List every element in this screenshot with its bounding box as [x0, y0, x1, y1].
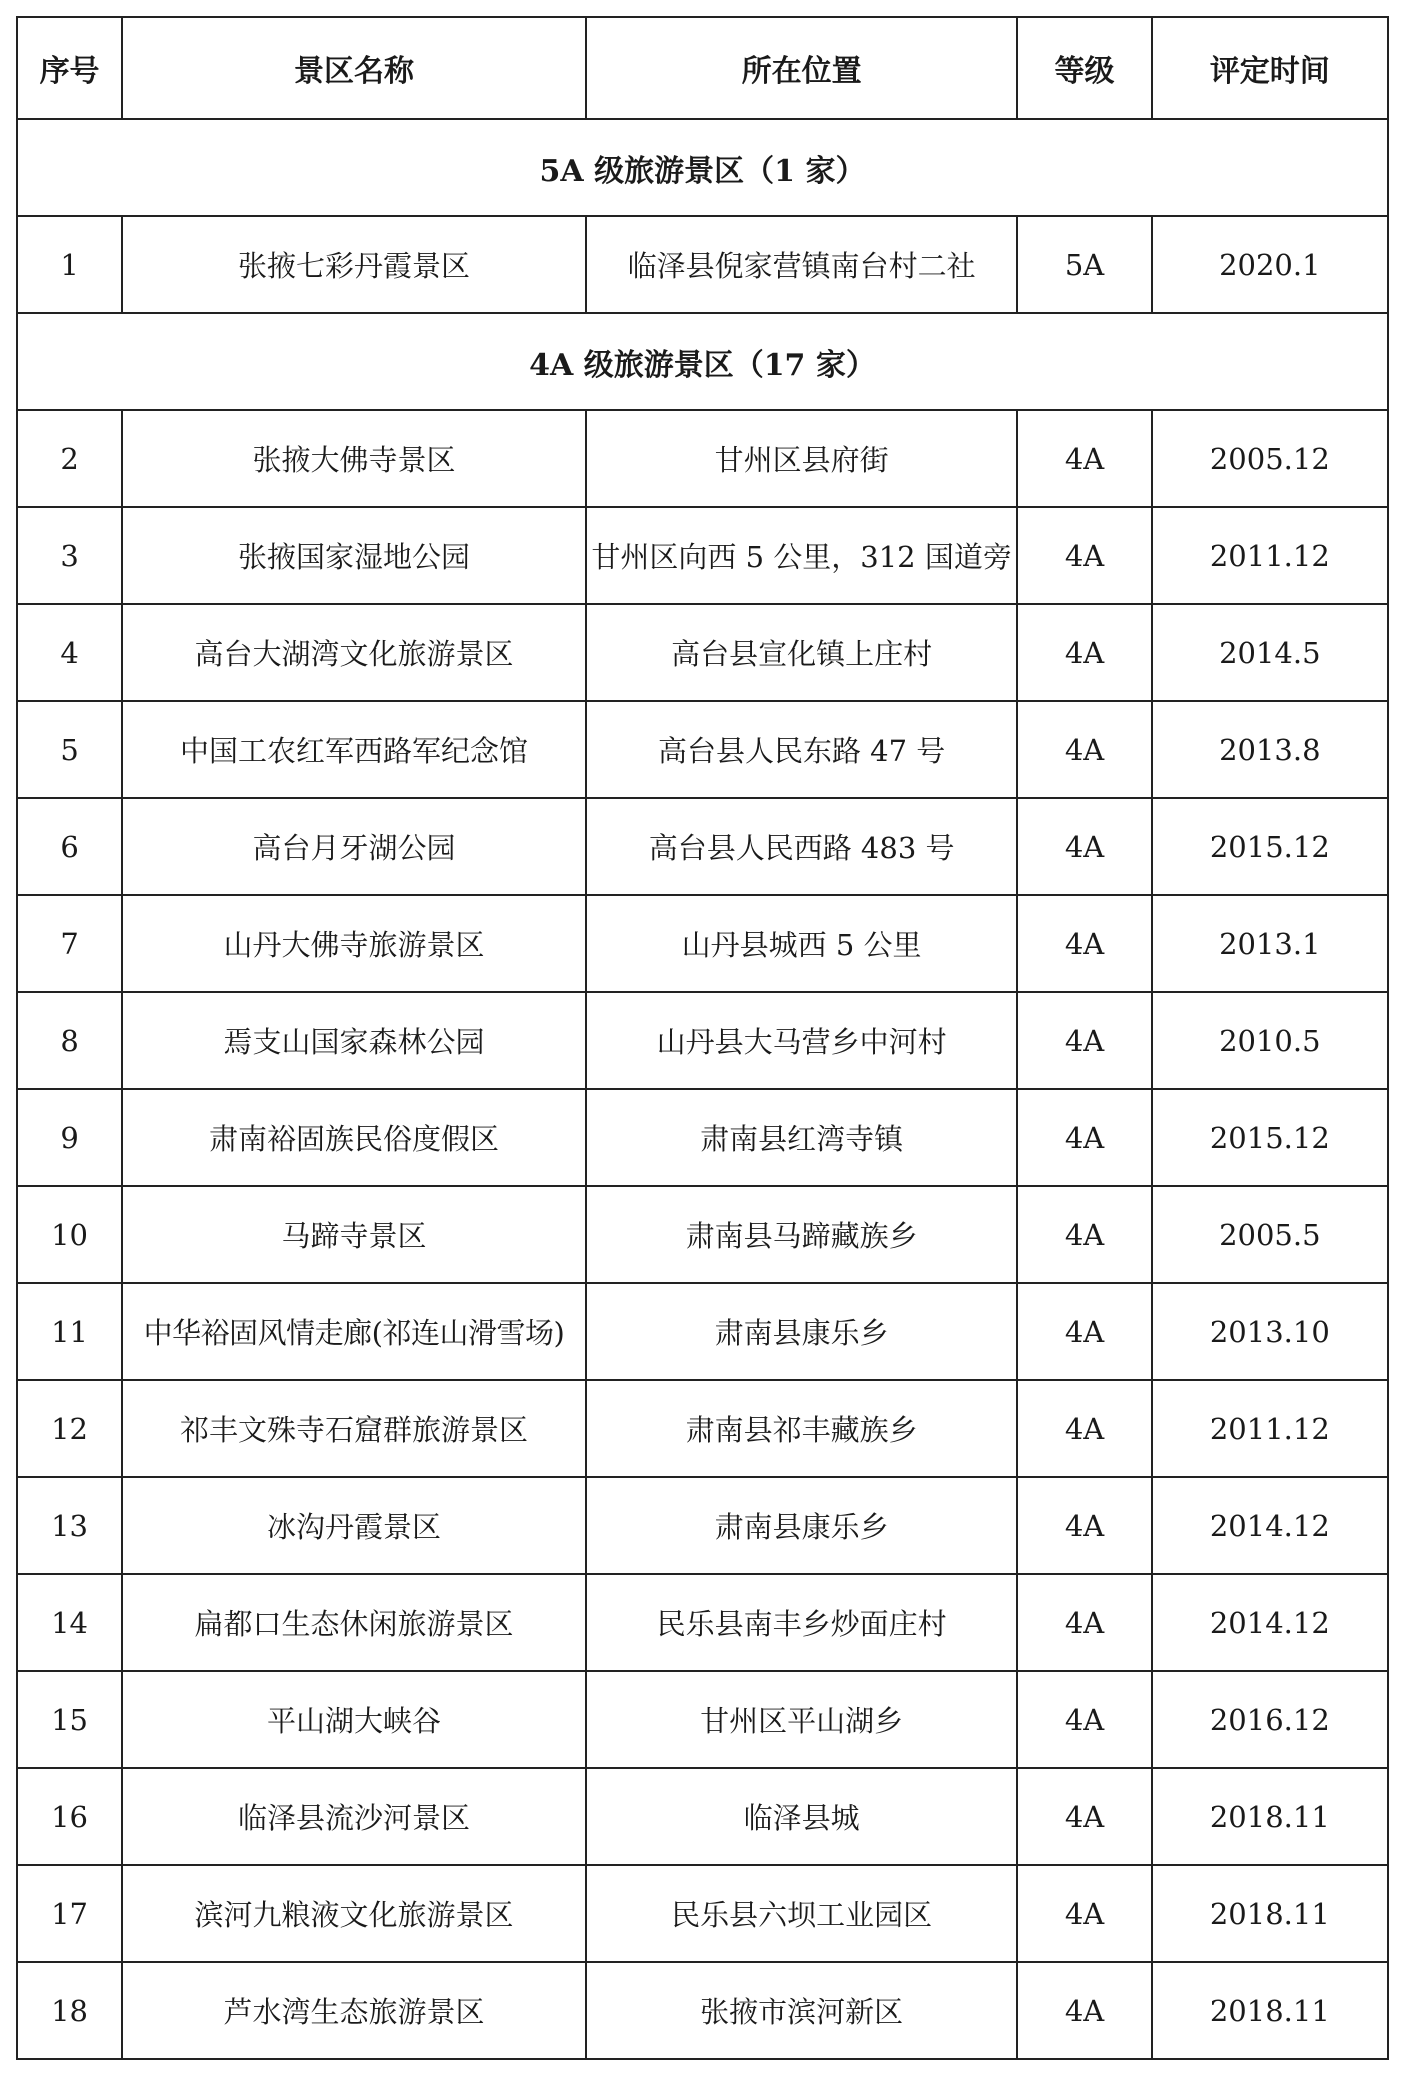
cell-no: 5 — [17, 701, 122, 798]
table-row — [17, 1186, 1388, 1283]
cell-no: 2 — [17, 410, 122, 507]
cell-no: 3 — [17, 507, 122, 604]
cell-no: 6 — [17, 798, 122, 895]
cell-grade: 4A — [1017, 1380, 1151, 1477]
table-row — [17, 1865, 1388, 1962]
cell-date: 2013.1 — [1152, 895, 1388, 992]
cell-date: 2015.12 — [1152, 798, 1388, 895]
cell-no: 15 — [17, 1671, 122, 1768]
cell-name: 高台月牙湖公园 — [122, 798, 586, 895]
cell-location: 甘州区县府街 — [586, 410, 1018, 507]
cell-no: 12 — [17, 1380, 122, 1477]
cell-date: 2016.12 — [1152, 1671, 1388, 1768]
section-title: 4A 级旅游景区（17 家） — [17, 313, 1388, 410]
cell-date: 2018.11 — [1152, 1768, 1388, 1865]
table-row — [17, 1574, 1388, 1671]
cell-location: 山丹县大马营乡中河村 — [586, 992, 1018, 1089]
cell-location: 高台县人民东路 47 号 — [586, 701, 1018, 798]
cell-no: 4 — [17, 604, 122, 701]
cell-date: 2015.12 — [1152, 1089, 1388, 1186]
section-row — [17, 119, 1388, 216]
cell-name: 焉支山国家森林公园 — [122, 992, 586, 1089]
cell-grade: 4A — [1017, 1089, 1151, 1186]
cell-grade: 4A — [1017, 1962, 1151, 2059]
cell-no: 17 — [17, 1865, 122, 1962]
header-name: 景区名称 — [122, 17, 586, 119]
cell-location: 甘州区平山湖乡 — [586, 1671, 1018, 1768]
cell-grade: 4A — [1017, 701, 1151, 798]
cell-name: 平山湖大峡谷 — [122, 1671, 586, 1768]
cell-location: 甘州区向西 5 公里，312 国道旁 — [586, 507, 1018, 604]
cell-date: 2011.12 — [1152, 507, 1388, 604]
header-no: 序号 — [17, 17, 122, 119]
table-row — [17, 992, 1388, 1089]
cell-grade: 4A — [1017, 798, 1151, 895]
cell-date: 2005.5 — [1152, 1186, 1388, 1283]
cell-name: 山丹大佛寺旅游景区 — [122, 895, 586, 992]
cell-date: 2010.5 — [1152, 992, 1388, 1089]
cell-no: 18 — [17, 1962, 122, 2059]
cell-location: 肃南县红湾寺镇 — [586, 1089, 1018, 1186]
table-row — [17, 1477, 1388, 1574]
cell-name: 肃南裕固族民俗度假区 — [122, 1089, 586, 1186]
cell-location: 临泽县倪家营镇南台村二社 — [586, 216, 1018, 313]
table-row — [17, 895, 1388, 992]
cell-date: 2011.12 — [1152, 1380, 1388, 1477]
table-row — [17, 798, 1388, 895]
cell-no: 1 — [17, 216, 122, 313]
cell-date: 2018.11 — [1152, 1865, 1388, 1962]
table-row — [17, 1089, 1388, 1186]
cell-name: 中国工农红军西路军纪念馆 — [122, 701, 586, 798]
header-date: 评定时间 — [1152, 17, 1388, 119]
cell-no: 10 — [17, 1186, 122, 1283]
table-row — [17, 604, 1388, 701]
cell-date: 2013.8 — [1152, 701, 1388, 798]
cell-date: 2014.12 — [1152, 1574, 1388, 1671]
cell-no: 7 — [17, 895, 122, 992]
cell-name: 张掖大佛寺景区 — [122, 410, 586, 507]
cell-location: 肃南县康乐乡 — [586, 1283, 1018, 1380]
table-body — [17, 119, 1388, 2059]
cell-no: 9 — [17, 1089, 122, 1186]
cell-name: 祁丰文殊寺石窟群旅游景区 — [122, 1380, 586, 1477]
section-row — [17, 313, 1388, 410]
table-row — [17, 1380, 1388, 1477]
cell-no: 16 — [17, 1768, 122, 1865]
cell-name: 冰沟丹霞景区 — [122, 1477, 586, 1574]
cell-date: 2005.12 — [1152, 410, 1388, 507]
cell-grade: 4A — [1017, 507, 1151, 604]
table-row — [17, 1283, 1388, 1380]
cell-location: 肃南县康乐乡 — [586, 1477, 1018, 1574]
cell-name: 芦水湾生态旅游景区 — [122, 1962, 586, 2059]
cell-date: 2014.5 — [1152, 604, 1388, 701]
cell-grade: 4A — [1017, 1574, 1151, 1671]
header-row — [17, 17, 1388, 119]
cell-location: 民乐县南丰乡炒面庄村 — [586, 1574, 1018, 1671]
cell-no: 13 — [17, 1477, 122, 1574]
cell-date: 2018.11 — [1152, 1962, 1388, 2059]
cell-grade: 4A — [1017, 1283, 1151, 1380]
cell-no: 14 — [17, 1574, 122, 1671]
cell-grade: 4A — [1017, 992, 1151, 1089]
cell-grade: 4A — [1017, 1477, 1151, 1574]
cell-grade: 4A — [1017, 895, 1151, 992]
scenic-area-table — [16, 16, 1389, 2060]
cell-grade: 4A — [1017, 1768, 1151, 1865]
cell-grade: 4A — [1017, 604, 1151, 701]
table-row — [17, 1962, 1388, 2059]
cell-grade: 4A — [1017, 1865, 1151, 1962]
cell-no: 11 — [17, 1283, 122, 1380]
cell-location: 肃南县祁丰藏族乡 — [586, 1380, 1018, 1477]
cell-location: 肃南县马蹄藏族乡 — [586, 1186, 1018, 1283]
cell-location: 张掖市滨河新区 — [586, 1962, 1018, 2059]
header-location: 所在位置 — [586, 17, 1018, 119]
cell-name: 张掖七彩丹霞景区 — [122, 216, 586, 313]
cell-name: 张掖国家湿地公园 — [122, 507, 586, 604]
cell-location: 山丹县城西 5 公里 — [586, 895, 1018, 992]
cell-name: 滨河九粮液文化旅游景区 — [122, 1865, 586, 1962]
cell-no: 8 — [17, 992, 122, 1089]
section-title: 5A 级旅游景区（1 家） — [17, 119, 1388, 216]
table-row — [17, 1768, 1388, 1865]
cell-name: 扁都口生态休闲旅游景区 — [122, 1574, 586, 1671]
table-row — [17, 1671, 1388, 1768]
table-row — [17, 216, 1388, 313]
cell-grade: 4A — [1017, 1671, 1151, 1768]
table-row — [17, 507, 1388, 604]
cell-grade: 4A — [1017, 410, 1151, 507]
cell-date: 2020.1 — [1152, 216, 1388, 313]
cell-name: 中华裕固风情走廊(祁连山滑雪场) — [122, 1283, 586, 1380]
cell-name: 临泽县流沙河景区 — [122, 1768, 586, 1865]
table-row — [17, 701, 1388, 798]
cell-location: 临泽县城 — [586, 1768, 1018, 1865]
table-row — [17, 410, 1388, 507]
cell-location: 高台县人民西路 483 号 — [586, 798, 1018, 895]
cell-name: 马蹄寺景区 — [122, 1186, 586, 1283]
cell-date: 2013.10 — [1152, 1283, 1388, 1380]
cell-date: 2014.12 — [1152, 1477, 1388, 1574]
cell-grade: 5A — [1017, 216, 1151, 313]
header-grade: 等级 — [1017, 17, 1151, 119]
cell-location: 民乐县六坝工业园区 — [586, 1865, 1018, 1962]
cell-location: 高台县宣化镇上庄村 — [586, 604, 1018, 701]
cell-grade: 4A — [1017, 1186, 1151, 1283]
cell-name: 高台大湖湾文化旅游景区 — [122, 604, 586, 701]
